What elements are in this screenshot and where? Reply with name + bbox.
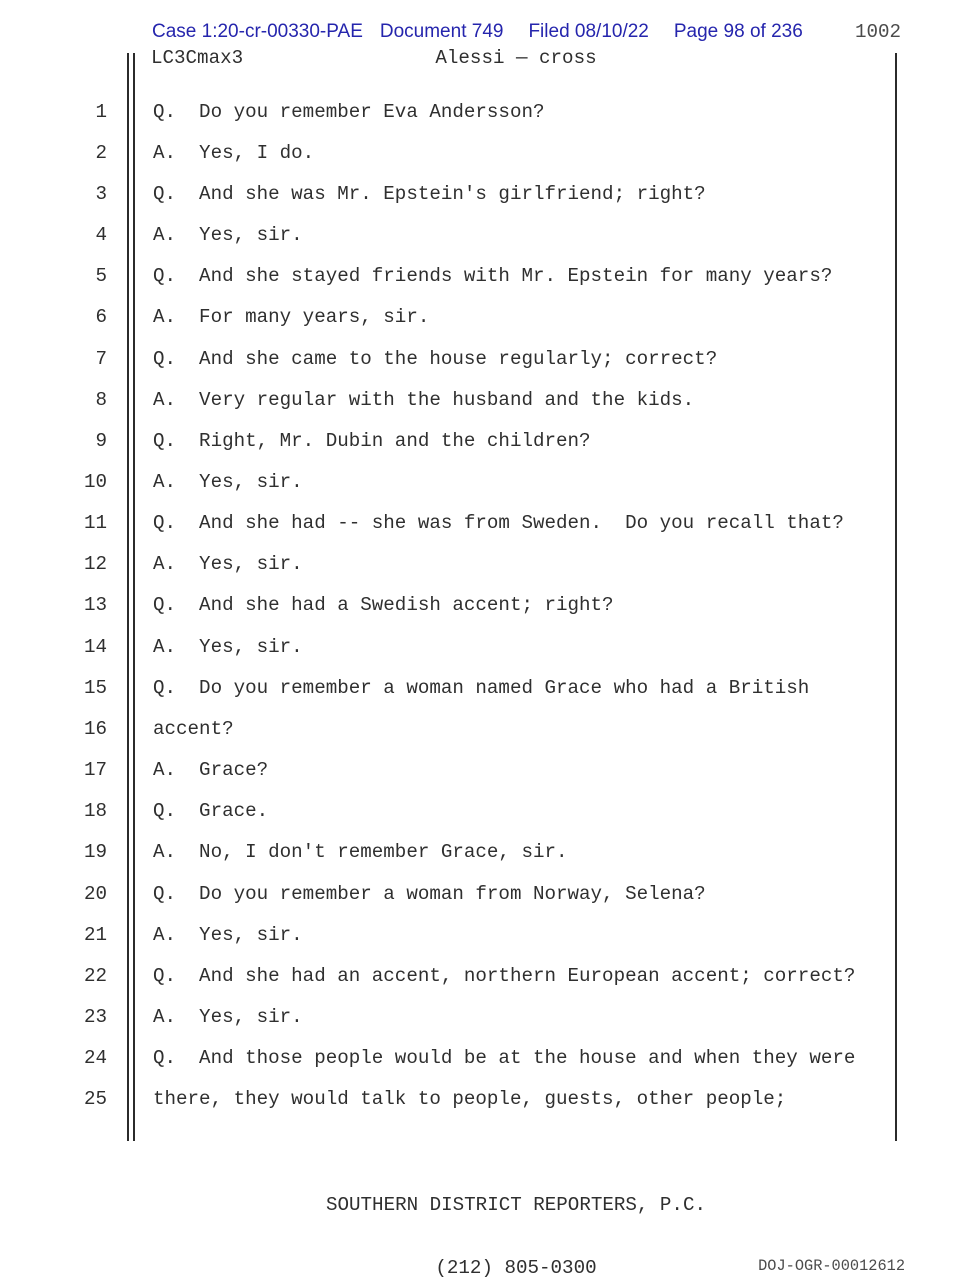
line-number: 17 [83,759,107,782]
transcript-lines [0,91,972,1120]
transcript-line-row [0,832,972,873]
transcript-line-row [0,667,972,708]
transcript-line-row [0,914,972,955]
line-number: 18 [83,800,107,823]
line-text: A. Yes, sir. [153,224,303,247]
transcript-line-row [0,132,972,173]
reporter-name: SOUTHERN DISTRICT REPORTERS, P.C. [326,1194,706,1216]
transcript-line-row [0,256,972,297]
line-number: 13 [83,594,107,617]
line-text: Q. And she had a Swedish accent; right? [153,594,614,617]
line-text: Q. Right, Mr. Dubin and the children? [153,429,591,452]
transcript-line-row [0,214,972,255]
line-number: 14 [83,635,107,658]
line-text: A. For many years, sir. [153,306,430,329]
transcript-line-row [0,173,972,214]
line-text: Q. Do you remember Eva Andersson? [153,100,545,123]
line-number: 12 [83,553,107,576]
transcript-line-row [0,708,972,749]
transcript-line-row [0,996,972,1037]
transcript-line-row [0,297,972,338]
line-number: 9 [95,429,107,452]
line-text: A. Yes, sir. [153,923,303,946]
line-text: A. Very regular with the husband and the kids. [153,388,695,411]
line-number: 1 [95,100,107,123]
page-of-count: Page 98 of 236 [673,21,803,42]
transcript-line-row [0,1038,972,1079]
ecf-stamp-header [152,20,803,44]
case-number: Case 1:20-cr-00330-PAE [152,21,363,42]
document-number: Document 749 [379,21,504,42]
line-text: A. Yes, I do. [153,141,315,164]
transcript-line-row [0,503,972,544]
transcript-line-row [0,750,972,791]
transcript-page-number: 1002 [854,21,901,43]
filed-date: Filed 08/10/22 [528,21,649,42]
line-text: Q. Grace. [153,800,269,823]
line-text: Q. And she was Mr. Epstein's girlfriend; right? [153,182,706,205]
line-text: A. Yes, sir. [153,1006,303,1029]
line-number: 8 [95,388,107,411]
line-number: 5 [95,265,107,288]
line-number: 2 [95,141,107,164]
line-number: 19 [83,841,107,864]
transcript-line-row [0,379,972,420]
line-number: 4 [95,224,107,247]
line-text: A. Grace? [153,759,269,782]
line-number: 16 [83,717,107,740]
transcript-line-row [0,91,972,132]
examination-title: Alessi — cross [435,47,597,69]
line-text: A. Yes, sir. [153,470,303,493]
line-text: Q. And she stayed friends with Mr. Epstein for many years? [153,265,833,288]
line-number: 7 [95,347,107,370]
line-number: 25 [83,1088,107,1111]
line-number: 3 [95,182,107,205]
session-code: LC3Cmax3 [151,47,244,69]
line-text: accent? [153,717,234,740]
bates-number: DOJ-OGR-00012612 [758,1257,905,1275]
line-number: 24 [83,1047,107,1070]
line-text: there, they would talk to people, guests, other people; [153,1088,787,1111]
line-number: 11 [83,512,107,535]
transcript-line-row [0,338,972,379]
line-number: 22 [83,964,107,987]
line-text: Q. And those people would be at the house and when they were [153,1047,856,1070]
line-text: Q. And she had an accent, northern European accent; correct? [153,964,856,987]
line-text: Q. And she had -- she was from Sweden. Do you recall that? [153,512,844,535]
line-number: 21 [83,923,107,946]
transcript-line-row [0,1079,972,1120]
line-number: 20 [83,882,107,905]
transcript-line-row [0,420,972,461]
subheader-row [0,47,972,69]
line-text: Q. And she came to the house regularly; correct? [153,347,718,370]
transcript-line-row [0,791,972,832]
line-number: 10 [83,470,107,493]
line-text: A. Yes, sir. [153,635,303,658]
transcript-line-row [0,461,972,502]
line-text: A. No, I don't remember Grace, sir. [153,841,568,864]
transcript-line-row [0,626,972,667]
transcript-line-row [0,544,972,585]
transcript-line-row [0,955,972,996]
transcript-line-row [0,873,972,914]
line-text: Q. Do you remember a woman named Grace who had a British [153,676,810,699]
transcript-line-row [0,585,972,626]
line-number: 15 [83,676,107,699]
line-number: 6 [95,306,107,329]
line-text: Q. Do you remember a woman from Norway, Selena? [153,882,706,905]
line-number: 23 [83,1006,107,1029]
reporter-phone: (212) 805-0300 [435,1257,597,1279]
line-text: A. Yes, sir. [153,553,303,576]
